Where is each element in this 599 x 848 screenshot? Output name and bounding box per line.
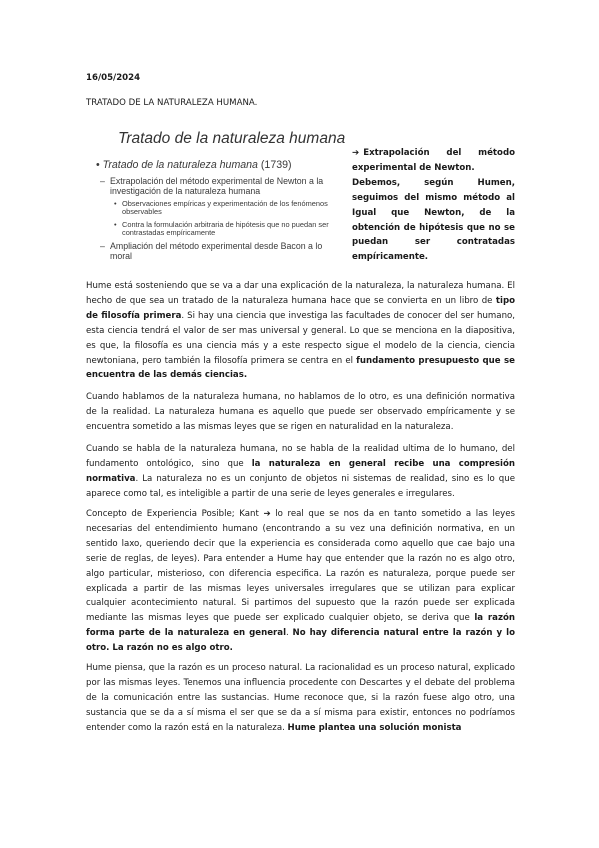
paragraph-bold: tipo de filosofía primera xyxy=(86,295,515,321)
slide-bullet xyxy=(96,159,292,171)
slide-bullet-year: (1739) xyxy=(260,159,292,171)
arrow-right-icon: ➔ xyxy=(258,509,271,519)
slide-bullet-title: Tratado de la naturaleza humana xyxy=(102,159,258,171)
arrow-right-icon: ➔ xyxy=(352,148,360,158)
paragraph-bold: Hume plantea una solución monista xyxy=(287,722,462,733)
slide-subbullet-1a xyxy=(114,199,332,217)
paragraph-text: Cuando se habla de la naturaleza humana, no se habla de la realidad ultima de lo humano, del fundamento ontológico, sino que xyxy=(86,444,515,469)
paragraph-bold: fundamento presupuesto que se encuentra de las demás ciencias. xyxy=(86,355,515,381)
side-note xyxy=(352,146,515,265)
paragraph-text: . La naturaleza no es un conjunto de objetos ni sistemas de realidad, sino es lo que aparece como tal, es inteligible a partir de una serie de leyes generales e irregulares. xyxy=(86,473,515,499)
slide-image xyxy=(86,122,346,270)
paragraph-1 xyxy=(86,279,515,383)
paragraph-3 xyxy=(86,442,515,502)
dash-icon: – xyxy=(100,176,105,186)
slide-title: Tratado de la naturaleza humana xyxy=(118,130,346,147)
paragraph-bold: la naturaleza en general recibe una compresión normativa xyxy=(86,458,516,484)
document-title: TRATADO DE LA NATURALEZA HUMANA. xyxy=(86,98,258,108)
slide-subbullet-1b xyxy=(114,220,332,238)
date: 16/05/2024 xyxy=(86,73,141,83)
slide-subbullet-1b-text: Contra la formulación arbitraria de hipótesis que no puedan ser contrastadas empíricamente xyxy=(122,220,329,238)
paragraph-bold: No hay diferencia natural entre la razón y lo otro. La razón no es algo otro. xyxy=(86,628,515,654)
paragraph-text: Hume está sosteniendo que se va a dar una explicación de la naturaleza, la naturaleza humana. El hecho de que sea un tratado de la naturaleza humana hace que se convierta en un libro de xyxy=(86,281,515,306)
paragraph-text: Cuando hablamos de la naturaleza humana, no hablamos de lo otro, es una definición normativa de la realidad. La naturaleza humana es aquello que puede ser observado empíricamente y se encuentra sometido a las mismas leyes que se rigen en naturalidad en la naturaleza. xyxy=(86,392,515,432)
bullet-dot-icon: • xyxy=(96,159,100,171)
side-note-line1: Extrapolación del método experimental de Newton. xyxy=(352,148,515,173)
paragraph-text: lo real que se nos da en tanto sometido a las leyes necesarias del entendimiento humano (encontrando a su vez una definición normativa, en un sentido laxo, queriendo decir que la experiencia es considerada como aquello que cae bajo una serie de reglas, de leyes). Para entender a Hume hay que entender que la razón no es algo otro, algo particular, misterioso, con diferencia especifica. La razón es naturaleza, porque puede ser explicada a partir de las mismas leyes universales irregulares que se utilizan para explicar cualquier acontecimiento natural. Si partimos del supuesto que la razón puede ser explicada mediante las mismas leyes que puede ser explicado cualquier objeto, se deriva que xyxy=(86,509,515,624)
slide-subbullet-2-text: Ampliación del método experimental desde Bacon a lo moral xyxy=(110,241,323,261)
paragraph-bold: la razón forma parte de la naturaleza en general xyxy=(86,613,515,639)
bullet-dot-icon: • xyxy=(114,199,117,208)
dash-icon: – xyxy=(100,241,105,251)
paragraph-4 xyxy=(86,507,515,656)
slide-subbullet-2 xyxy=(100,241,332,261)
paragraph-text: . xyxy=(286,628,293,639)
paragraph-text: Hume piensa, que la razón es un proceso natural. La racionalidad es un proceso natural, explicado por las mismas leyes. Tenemos una influencia procedente con Descartes y el debate del problema de la comunicación entre las sustancias. Hume reconoce que, si la razón fuese algo otro, una sustancia que se da a sí misma el ser que se da a sí misma para existir, entonces no podríamos entender como la razón está en la naturaleza. xyxy=(86,663,515,733)
bullet-dot-icon: • xyxy=(114,220,117,229)
paragraph-text: Concepto de Experiencia Posible; Kant xyxy=(86,509,259,519)
paragraph-5 xyxy=(86,661,515,736)
side-note-line2: Debemos, según Humen, seguimos del mismo método al Igual que Newton, de la obtención de hipótesis que no se puedan ser contratadas empíricamente. xyxy=(352,177,515,263)
slide-subbullet-1a-text: Observaciones empíricas y experimentación de los fenómenos observables xyxy=(122,199,328,217)
slide-subbullet-1 xyxy=(100,176,332,196)
slide-subbullet-1-text: Extrapolación del método experimental de Newton a la investigación de la naturaleza humana xyxy=(110,176,324,196)
paragraph-text: . Si hay una ciencia que investiga las facultades de conocer del ser humano, esta ciencia tendrá el valor de ser mas universal y general. Lo que se menciona en la diapositiva, es que, la filosofía es una ciencia más y a este respecto sigue el modelo de la ciencia, ciencia newtoniana, pero también la filosofía primera se centra en el xyxy=(86,310,516,366)
paragraph-2 xyxy=(86,390,515,435)
